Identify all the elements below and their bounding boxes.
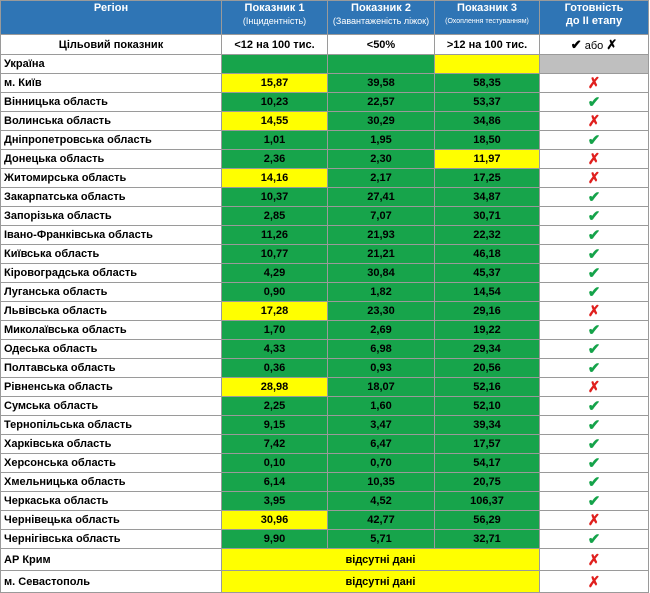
region-name: Запорізька область — [1, 207, 222, 226]
indicator-1-value: 9,15 — [222, 416, 328, 435]
indicator-2-value: 2,17 — [328, 169, 435, 188]
indicator-3-value: 30,71 — [435, 207, 540, 226]
check-icon: ✔ — [587, 493, 601, 510]
check-icon: ✔ — [587, 455, 601, 472]
indicator-3-value: 22,32 — [435, 226, 540, 245]
readiness-cell — [540, 549, 649, 571]
indicator-2-value: 7,07 — [328, 207, 435, 226]
region-row — [1, 264, 649, 283]
indicator-2-value: 18,07 — [328, 378, 435, 397]
cell-empty — [435, 55, 540, 74]
readiness-cell — [540, 302, 649, 321]
header-indicator-1-sub: (Інцидентність) — [242, 16, 307, 26]
readiness-cell — [540, 150, 649, 169]
region-row — [1, 416, 649, 435]
indicator-1-value: 17,28 — [222, 302, 328, 321]
cross-icon: ✗ — [587, 303, 601, 320]
region-row — [1, 188, 649, 207]
header-indicator-1 — [222, 1, 328, 35]
region-name: Закарпатська область — [1, 188, 222, 207]
region-name: Дніпропетровська область — [1, 131, 222, 150]
region-name: Донецька область — [1, 150, 222, 169]
header-region: Регіон — [1, 1, 222, 35]
cross-icon: ✗ — [587, 573, 601, 591]
region-row — [1, 378, 649, 397]
indicator-1-value: 0,10 — [222, 454, 328, 473]
check-icon: ✔ — [587, 417, 601, 434]
header-indicator-2-sub: (Завантаженість ліжок) — [332, 16, 430, 26]
readiness-cell — [540, 74, 649, 93]
indicator-2-value: 21,21 — [328, 245, 435, 264]
cross-icon: ✗ — [587, 75, 601, 92]
cross-icon: ✗ — [587, 512, 601, 529]
indicator-3-value: 29,16 — [435, 302, 540, 321]
readiness-cell — [540, 169, 649, 188]
indicator-1-value: 10,37 — [222, 188, 328, 207]
region-name: Львівська область — [1, 302, 222, 321]
target-row — [1, 35, 649, 55]
indicator-1-value: 14,55 — [222, 112, 328, 131]
readiness-cell — [540, 416, 649, 435]
target-indicator-2: <50% — [328, 35, 435, 55]
indicator-3-value: 54,17 — [435, 454, 540, 473]
indicator-2-value: 10,35 — [328, 473, 435, 492]
header-indicator-2 — [328, 1, 435, 35]
indicator-3-value: 17,25 — [435, 169, 540, 188]
indicator-3-value: 20,56 — [435, 359, 540, 378]
region-row — [1, 435, 649, 454]
readiness-cell — [540, 359, 649, 378]
indicator-2-value: 1,95 — [328, 131, 435, 150]
region-row — [1, 131, 649, 150]
region-name: Сумська область — [1, 397, 222, 416]
indicator-2-value: 21,93 — [328, 226, 435, 245]
indicator-3-value: 14,54 — [435, 283, 540, 302]
indicator-2-value: 2,69 — [328, 321, 435, 340]
indicator-2-value: 22,57 — [328, 93, 435, 112]
indicator-3-value: 39,34 — [435, 416, 540, 435]
indicator-1-value: 1,70 — [222, 321, 328, 340]
check-icon: ✔ — [587, 398, 601, 415]
readiness-cell — [540, 435, 649, 454]
header-indicator-3-title: Показник 3 — [457, 2, 517, 14]
indicator-1-value: 0,90 — [222, 283, 328, 302]
indicator-1-value: 6,14 — [222, 473, 328, 492]
readiness-cell — [540, 112, 649, 131]
indicator-3-value: 20,75 — [435, 473, 540, 492]
indicator-3-value: 52,16 — [435, 378, 540, 397]
indicator-1-value: 0,36 — [222, 359, 328, 378]
no-data-cell: відсутні дані — [222, 549, 540, 571]
indicator-2-value: 3,47 — [328, 416, 435, 435]
cross-icon: ✗ — [587, 113, 601, 130]
target-indicator-1: <12 на 100 тис. — [222, 35, 328, 55]
target-legend-or: або — [584, 39, 604, 52]
header-indicator-3 — [435, 1, 540, 35]
indicator-1-value: 1,01 — [222, 131, 328, 150]
indicator-1-value: 15,87 — [222, 74, 328, 93]
check-icon: ✔ — [587, 265, 601, 282]
region-name: Рівненська область — [1, 378, 222, 397]
indicator-3-value: 56,29 — [435, 511, 540, 530]
region-row — [1, 245, 649, 264]
header-readiness — [540, 1, 649, 35]
region-name: Україна — [1, 55, 222, 74]
region-name: Чернівецька область — [1, 511, 222, 530]
indicator-2-value: 4,52 — [328, 492, 435, 511]
region-name: Київська область — [1, 245, 222, 264]
readiness-cell — [540, 245, 649, 264]
indicator-3-value: 106,37 — [435, 492, 540, 511]
indicator-3-value: 34,87 — [435, 188, 540, 207]
readiness-cell — [540, 397, 649, 416]
region-name: Хмельницька область — [1, 473, 222, 492]
region-row — [1, 74, 649, 93]
readiness-cell — [540, 340, 649, 359]
indicator-3-value: 19,22 — [435, 321, 540, 340]
check-icon: ✔ — [587, 94, 601, 111]
header-indicator-3-sub: (Охоплення тестуванням) — [445, 18, 529, 25]
readiness-cell — [540, 321, 649, 340]
indicator-3-value: 29,34 — [435, 340, 540, 359]
check-icon: ✔ — [587, 189, 601, 206]
region-name: м. Київ — [1, 74, 222, 93]
region-row — [1, 340, 649, 359]
indicator-2-value: 2,30 — [328, 150, 435, 169]
region-row — [1, 473, 649, 492]
indicator-2-value: 5,71 — [328, 530, 435, 549]
target-label: Цільовий показник — [1, 35, 222, 55]
cross-icon: ✗ — [587, 379, 601, 396]
check-icon: ✔ — [587, 227, 601, 244]
indicator-2-value: 6,47 — [328, 435, 435, 454]
target-indicator-3: >12 на 100 тис. — [435, 35, 540, 55]
region-name: Одеська область — [1, 340, 222, 359]
indicator-3-value: 53,37 — [435, 93, 540, 112]
indicator-2-value: 39,58 — [328, 74, 435, 93]
check-icon: ✔ — [587, 246, 601, 263]
indicator-2-value: 0,70 — [328, 454, 435, 473]
indicator-2-value: 0,93 — [328, 359, 435, 378]
readiness-cell — [540, 530, 649, 549]
region-row-no-data — [1, 549, 649, 571]
target-legend — [540, 35, 649, 55]
indicator-1-value: 10,77 — [222, 245, 328, 264]
indicator-2-value: 1,82 — [328, 283, 435, 302]
region-row — [1, 492, 649, 511]
indicator-2-value: 30,84 — [328, 264, 435, 283]
no-data-cell: відсутні дані — [222, 571, 540, 593]
region-name: Харківська область — [1, 435, 222, 454]
indicator-2-value: 27,41 — [328, 188, 435, 207]
region-row — [1, 150, 649, 169]
check-icon: ✔ — [587, 474, 601, 491]
indicator-1-value: 2,25 — [222, 397, 328, 416]
indicator-3-value: 17,57 — [435, 435, 540, 454]
indicator-1-value: 9,90 — [222, 530, 328, 549]
readiness-cell — [540, 207, 649, 226]
region-row — [1, 302, 649, 321]
region-row — [1, 530, 649, 549]
header-readiness-line1: Готовність — [564, 2, 624, 14]
check-icon: ✔ — [587, 341, 601, 358]
indicator-1-value: 4,29 — [222, 264, 328, 283]
region-row — [1, 511, 649, 530]
cross-icon: ✗ — [587, 551, 601, 569]
cross-icon: ✗ — [606, 36, 618, 52]
readiness-cell — [540, 264, 649, 283]
indicator-1-value: 2,36 — [222, 150, 328, 169]
header-row — [1, 1, 649, 35]
readiness-cell — [540, 283, 649, 302]
check-icon: ✔ — [587, 531, 601, 548]
region-row — [1, 112, 649, 131]
indicator-1-value: 30,96 — [222, 511, 328, 530]
readiness-cell — [540, 93, 649, 112]
indicator-1-value: 4,33 — [222, 340, 328, 359]
ukraine-row — [1, 55, 649, 74]
region-name: Кіровоградська область — [1, 264, 222, 283]
indicator-3-value: 58,35 — [435, 74, 540, 93]
readiness-cell — [540, 511, 649, 530]
indicator-1-value: 28,98 — [222, 378, 328, 397]
indicator-1-value: 11,26 — [222, 226, 328, 245]
region-name: Херсонська область — [1, 454, 222, 473]
header-indicator-2-title: Показник 2 — [351, 2, 411, 14]
check-icon: ✔ — [570, 36, 582, 52]
readiness-cell — [540, 454, 649, 473]
indicator-2-value: 42,77 — [328, 511, 435, 530]
check-icon: ✔ — [587, 132, 601, 149]
indicator-3-value: 34,86 — [435, 112, 540, 131]
region-name: Івано-Франківська область — [1, 226, 222, 245]
region-row — [1, 169, 649, 188]
region-name: Миколаївська область — [1, 321, 222, 340]
region-row — [1, 454, 649, 473]
indicator-2-value: 30,29 — [328, 112, 435, 131]
check-icon: ✔ — [587, 284, 601, 301]
region-row — [1, 397, 649, 416]
region-row-no-data — [1, 571, 649, 593]
indicator-3-value: 52,10 — [435, 397, 540, 416]
indicator-1-value: 2,85 — [222, 207, 328, 226]
region-name: Черкаська область — [1, 492, 222, 511]
cell-empty — [328, 55, 435, 74]
region-row — [1, 283, 649, 302]
cell-empty — [540, 55, 649, 74]
readiness-cell — [540, 492, 649, 511]
region-name: Волинська область — [1, 112, 222, 131]
region-row — [1, 359, 649, 378]
indicator-1-value: 10,23 — [222, 93, 328, 112]
region-name: Чернігівська область — [1, 530, 222, 549]
region-name: Тернопільська область — [1, 416, 222, 435]
region-name: Житомирська область — [1, 169, 222, 188]
indicator-2-value: 6,98 — [328, 340, 435, 359]
region-name: Луганська область — [1, 283, 222, 302]
header-indicator-1-title: Показник 1 — [244, 2, 305, 14]
indicator-3-value: 32,71 — [435, 530, 540, 549]
region-row — [1, 93, 649, 112]
indicator-3-value: 46,18 — [435, 245, 540, 264]
check-icon: ✔ — [587, 436, 601, 453]
region-name: м. Севастополь — [1, 571, 222, 593]
indicator-3-value: 11,97 — [435, 150, 540, 169]
region-row — [1, 321, 649, 340]
readiness-cell — [540, 571, 649, 593]
indicator-3-value: 45,37 — [435, 264, 540, 283]
indicator-2-value: 1,60 — [328, 397, 435, 416]
region-name: АР Крим — [1, 549, 222, 571]
readiness-cell — [540, 226, 649, 245]
region-name: Полтавська область — [1, 359, 222, 378]
readiness-cell — [540, 473, 649, 492]
header-readiness-line2: до ІІ етапу — [565, 15, 623, 27]
cross-icon: ✗ — [587, 170, 601, 187]
indicator-3-value: 18,50 — [435, 131, 540, 150]
indicator-1-value: 7,42 — [222, 435, 328, 454]
indicator-1-value: 14,16 — [222, 169, 328, 188]
check-icon: ✔ — [587, 322, 601, 339]
cross-icon: ✗ — [587, 151, 601, 168]
indicator-1-value: 3,95 — [222, 492, 328, 511]
region-row — [1, 226, 649, 245]
readiness-cell — [540, 188, 649, 207]
region-row — [1, 207, 649, 226]
readiness-cell — [540, 378, 649, 397]
check-icon: ✔ — [587, 360, 601, 377]
region-name: Вінницька область — [1, 93, 222, 112]
cell-empty — [222, 55, 328, 74]
indicator-2-value: 23,30 — [328, 302, 435, 321]
readiness-cell — [540, 131, 649, 150]
check-icon: ✔ — [587, 208, 601, 225]
